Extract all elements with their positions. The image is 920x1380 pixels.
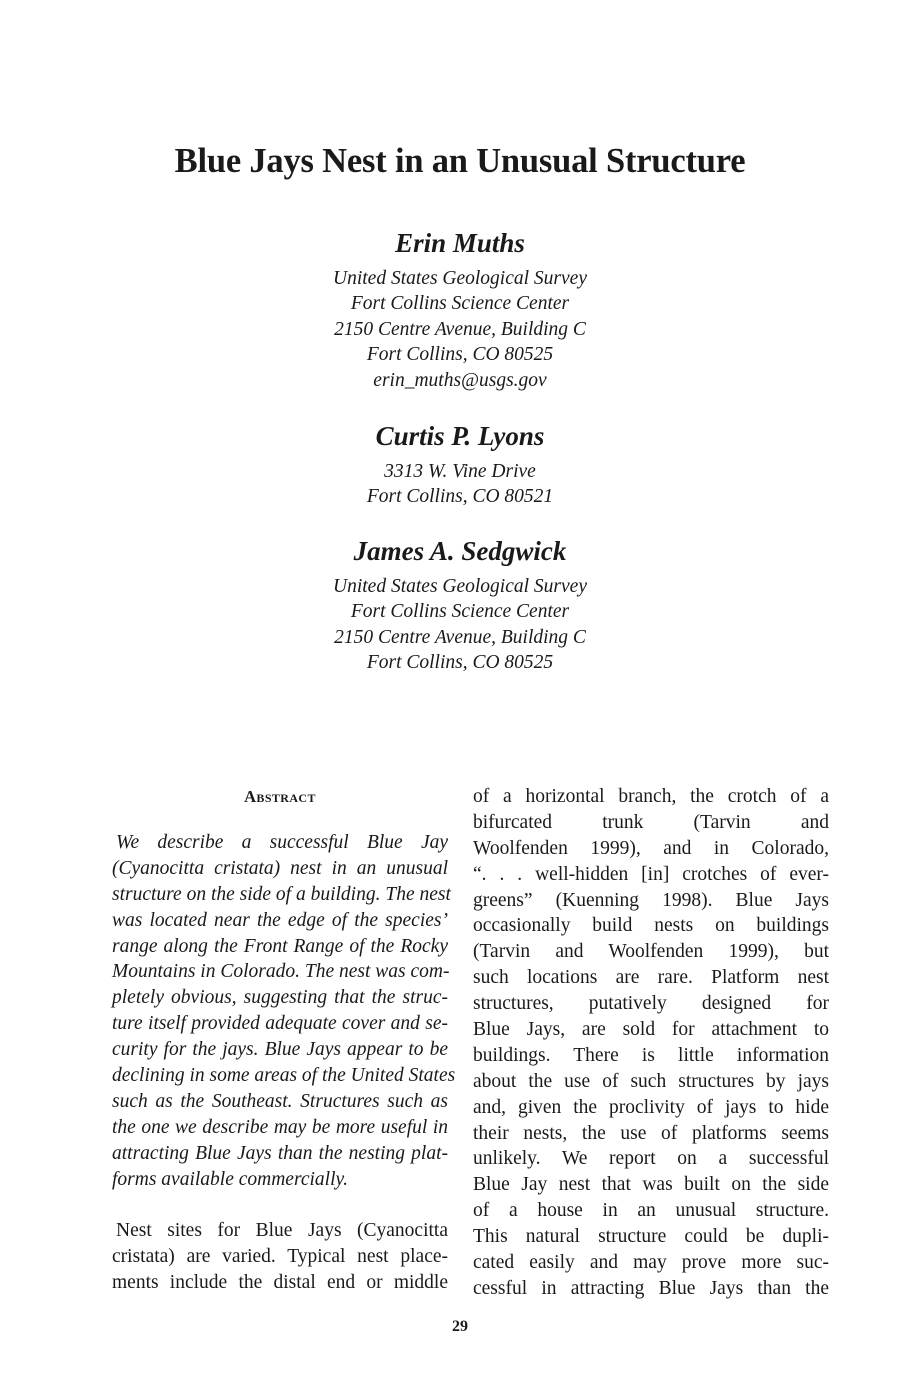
abstract-line: such as the Southeast. Structures such as bbox=[112, 1090, 448, 1112]
author-affiliation bbox=[0, 459, 920, 510]
abstract-heading: Abstract bbox=[244, 787, 316, 806]
affiliation-line: 3313 W. Vine Drive bbox=[384, 461, 536, 482]
affiliation-line: Fort Collins Science Center bbox=[350, 293, 570, 315]
body-line: Blue Jays, are sold for attachment to bbox=[473, 1019, 829, 1041]
affiliation-line: United States Geological Survey bbox=[333, 268, 587, 289]
body-line: about the use of such structures by jays bbox=[473, 1070, 829, 1092]
abstract-text bbox=[112, 830, 456, 1192]
page-number: 29 bbox=[452, 1318, 468, 1335]
body-line: of a house in an unusual structure. bbox=[473, 1200, 829, 1222]
body-line: buildings. There is little information bbox=[473, 1044, 829, 1066]
abstract-line: pletely obvious, suggesting that the struc- bbox=[112, 987, 448, 1009]
body-line: their nests, the use of platforms seems bbox=[473, 1122, 829, 1144]
body-paragraph-left bbox=[112, 1218, 448, 1296]
body-line: Nest sites for Blue Jays (Cyanocitta bbox=[116, 1220, 448, 1242]
author-affiliation bbox=[0, 574, 920, 676]
author-name: Erin Muths bbox=[395, 228, 525, 258]
paragraph-gap bbox=[112, 1192, 448, 1218]
abstract-line: range along the Front Range of the Rocky bbox=[112, 935, 448, 957]
abstract-line: attracting Blue Jays than the nesting plat- bbox=[112, 1142, 448, 1164]
body-line: greens” (Kuenning 1998). Blue Jays bbox=[473, 889, 829, 911]
body-line: structures, putatively designed for bbox=[473, 993, 829, 1015]
abstract-line: Mountains in Colorado. The nest was com- bbox=[112, 961, 450, 983]
abstract-line: ture itself provided adequate cover and se- bbox=[112, 1013, 448, 1035]
author-block-2 bbox=[0, 419, 920, 510]
body-line: bifurcated trunk (Tarvin and bbox=[473, 811, 829, 833]
author-email: erin_muths@usgs.gov bbox=[373, 369, 547, 391]
body-line: occasionally build nests on buildings bbox=[473, 915, 829, 937]
abstract-line: curity for the jays. Blue Jays appear to be bbox=[112, 1039, 448, 1061]
author-name: Curtis P. Lyons bbox=[375, 421, 545, 451]
body-line: ments include the distal end or middle bbox=[112, 1272, 448, 1294]
body-line: This natural structure could be dupli- bbox=[473, 1226, 829, 1248]
body-line: of a horizontal branch, the crotch of a bbox=[473, 786, 829, 807]
right-column bbox=[473, 784, 829, 1302]
affiliation-line: Fort Collins, CO 80525 bbox=[366, 652, 554, 674]
body-line: Blue Jay nest that was built on the side bbox=[473, 1174, 829, 1196]
affiliation-line: 2150 Centre Avenue, Building C bbox=[334, 318, 586, 340]
author-affiliation bbox=[0, 266, 920, 393]
abstract-line: was located near the edge of the species’ bbox=[112, 909, 448, 931]
body-line: unlikely. We report on a successful bbox=[473, 1148, 829, 1170]
body-line: “. . . well-hidden [in] crotches of ever- bbox=[473, 863, 829, 885]
body-line: (Tarvin and Woolfenden 1999), but bbox=[473, 941, 829, 963]
body-line: and, given the proclivity of jays to hide bbox=[473, 1096, 829, 1118]
body-line: such locations are rare. Platform nest bbox=[473, 967, 829, 989]
affiliation-line: Fort Collins, CO 80525 bbox=[366, 344, 554, 366]
abstract-line: forms available commercially. bbox=[112, 1168, 348, 1190]
abstract-line: We describe a successful Blue Jay bbox=[116, 832, 448, 853]
left-column bbox=[112, 784, 456, 1296]
affiliation-line: United States Geological Survey bbox=[333, 576, 587, 597]
abstract-line: structure on the side of a building. The nest bbox=[112, 883, 451, 905]
affiliation-line: Fort Collins, CO 80521 bbox=[366, 486, 554, 508]
abstract-line: (Cyanocitta cristata) nest in an unusual bbox=[112, 857, 448, 879]
body-line: cristata) are varied. Typical nest place- bbox=[112, 1246, 448, 1268]
author-name: James A. Sedgwick bbox=[353, 536, 567, 566]
paper-title: Blue Jays Nest in an Unusual Structure bbox=[174, 142, 746, 180]
body-line: Woolfenden 1999), and in Colorado, bbox=[473, 837, 829, 859]
body-line: cated easily and may prove more suc- bbox=[473, 1252, 829, 1274]
body-line: cessful in attracting Blue Jays than the bbox=[473, 1277, 829, 1299]
abstract-line: the one we describe may be more useful in bbox=[112, 1116, 448, 1138]
abstract-line: declining in some areas of the United States bbox=[112, 1065, 456, 1087]
author-block-1 bbox=[0, 226, 920, 393]
affiliation-line: 2150 Centre Avenue, Building C bbox=[334, 626, 586, 648]
author-block-3 bbox=[0, 534, 920, 676]
affiliation-line: Fort Collins Science Center bbox=[350, 601, 570, 623]
